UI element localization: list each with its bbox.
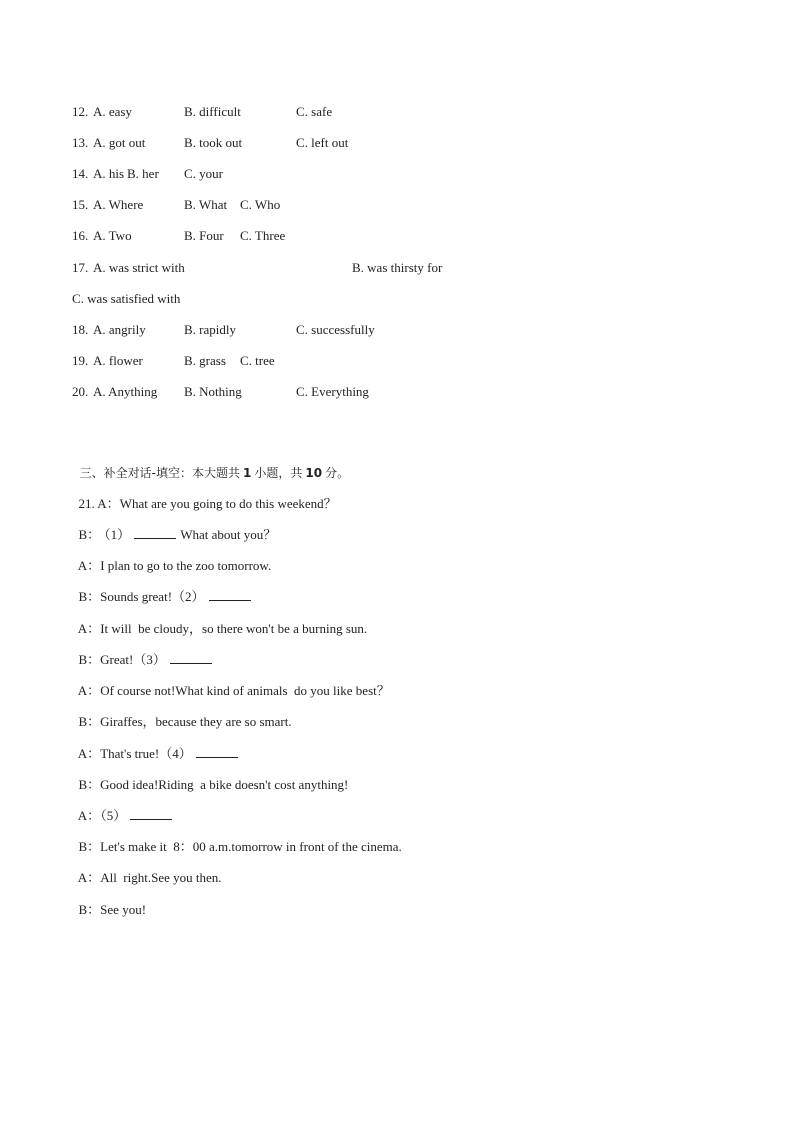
option-a: A. got out — [93, 135, 146, 150]
option-b: B. was thirsty for — [352, 260, 443, 275]
question-number: 13. — [72, 135, 89, 150]
question-14 — [72, 165, 223, 183]
option-b: B. Nothing — [184, 384, 242, 399]
speaker-label: B： — [78, 714, 101, 729]
option-a: A. was strict with — [93, 260, 185, 275]
option-a: A. Where — [93, 197, 144, 212]
option-a: A. flower — [93, 353, 143, 368]
option-b: B. her — [127, 166, 159, 181]
section-heading — [72, 446, 350, 480]
option-b: B. took out — [184, 135, 243, 150]
speaker-label: A： — [77, 808, 101, 823]
speaker-label: 21. A： — [78, 496, 120, 511]
dialogue-line — [72, 539, 272, 573]
option-c: C. Three — [240, 228, 286, 243]
option-b: B. grass — [184, 353, 226, 368]
option-b: B. Four — [184, 228, 224, 243]
dialogue-text: Good idea!Riding a bike doesn't cost anything! — [100, 777, 349, 792]
option-c: C. left out — [296, 135, 349, 150]
question-13 — [72, 134, 349, 152]
option-a: A. Anything — [93, 384, 158, 399]
question-15 — [72, 196, 281, 214]
question-number: 15. — [72, 197, 89, 212]
dialogue-line — [72, 508, 277, 542]
speaker-label: A： — [77, 870, 101, 885]
question-18 — [72, 321, 375, 339]
question-number: 20. — [72, 384, 89, 399]
dialogue-line — [72, 664, 390, 698]
dialogue-line — [72, 633, 212, 667]
dialogue-line — [72, 727, 238, 761]
dialogue-text: Of course not!What kind of animals do you like best？ — [100, 683, 390, 698]
dialogue-text: Great!（3） — [100, 652, 166, 667]
answer-blank-4[interactable] — [196, 745, 238, 758]
option-c: C. Who — [240, 197, 281, 212]
option-c: C. tree — [240, 353, 275, 368]
dialogue-line — [72, 695, 292, 729]
dialogue-text: What are you going to do this weekend？ — [119, 496, 337, 511]
dialogue-line — [72, 789, 172, 823]
speaker-label: B： — [78, 589, 101, 604]
option-b: B. rapidly — [184, 322, 236, 337]
answer-blank-2[interactable] — [209, 588, 251, 601]
question-number: 14. — [72, 166, 89, 181]
option-a: A. angrily — [93, 322, 146, 337]
dialogue-line — [72, 820, 402, 854]
answer-blank-5[interactable] — [130, 807, 172, 820]
speaker-label: B： — [78, 777, 101, 792]
dialogue-line — [72, 851, 222, 885]
question-number: 19. — [72, 353, 89, 368]
speaker-label: A： — [77, 746, 101, 761]
answer-blank-1[interactable] — [134, 526, 176, 539]
question-number: 16. — [72, 228, 89, 243]
dialogue-text: Sounds great!（2） — [100, 589, 205, 604]
dialogue-text: That's true!（4） — [100, 746, 192, 761]
heading-suffix: 分。 — [325, 466, 350, 480]
option-c: C. safe — [296, 104, 333, 119]
question-12 — [72, 103, 333, 121]
option-a: A. easy — [93, 104, 132, 119]
question-17 — [72, 259, 443, 277]
speaker-label: B： — [78, 527, 101, 542]
option-b: B. difficult — [184, 104, 241, 119]
question-number: 12. — [72, 104, 89, 119]
dialogue-text: （5） — [100, 808, 127, 823]
question-number: 18. — [72, 322, 89, 337]
answer-blank-3[interactable] — [170, 651, 212, 664]
option-a: A. his — [93, 166, 125, 181]
dialogue-text: （1） — [104, 527, 131, 542]
dialogue-text: Let's make it 8：00 a.m.tomorrow in front of the cinema. — [100, 839, 402, 854]
speaker-label: A： — [77, 683, 101, 698]
question-17-continued — [72, 290, 181, 308]
dialogue-text: All right.See you then. — [100, 870, 222, 885]
speaker-label: B： — [78, 902, 101, 917]
heading-score: 10 — [305, 466, 323, 480]
option-c: C. your — [184, 166, 223, 181]
dialogue-text: Giraffes，because they are so smart. — [100, 714, 292, 729]
option-c: C. was satisfied with — [72, 291, 181, 306]
dialogue-text: It will be cloudy，so there won't be a burning sun. — [100, 621, 368, 636]
question-20 — [72, 383, 369, 401]
dialogue-line — [72, 883, 147, 917]
heading-prefix: 三、补全对话-填空：本大题共 — [79, 466, 240, 480]
speaker-label: A： — [77, 621, 101, 636]
question-number: 17. — [72, 260, 89, 275]
dialogue-line — [72, 758, 349, 792]
question-19 — [72, 352, 275, 370]
option-c: C. Everything — [296, 384, 369, 399]
heading-mid: 小题，共 — [254, 466, 303, 480]
option-b: B. What — [184, 197, 228, 212]
dialogue-line — [72, 570, 251, 604]
heading-count: 1 — [242, 466, 252, 480]
dialogue-line — [72, 477, 337, 511]
dialogue-text: What about you？ — [180, 527, 277, 542]
option-c: C. successfully — [296, 322, 375, 337]
option-a: A. Two — [93, 228, 132, 243]
speaker-label: B： — [78, 839, 101, 854]
question-16 — [72, 227, 286, 245]
speaker-label: A： — [77, 558, 101, 573]
speaker-label: B： — [78, 652, 101, 667]
dialogue-text: I plan to go to the zoo tomorrow. — [100, 558, 272, 573]
dialogue-line — [72, 602, 368, 636]
dialogue-text: See you! — [100, 902, 147, 917]
